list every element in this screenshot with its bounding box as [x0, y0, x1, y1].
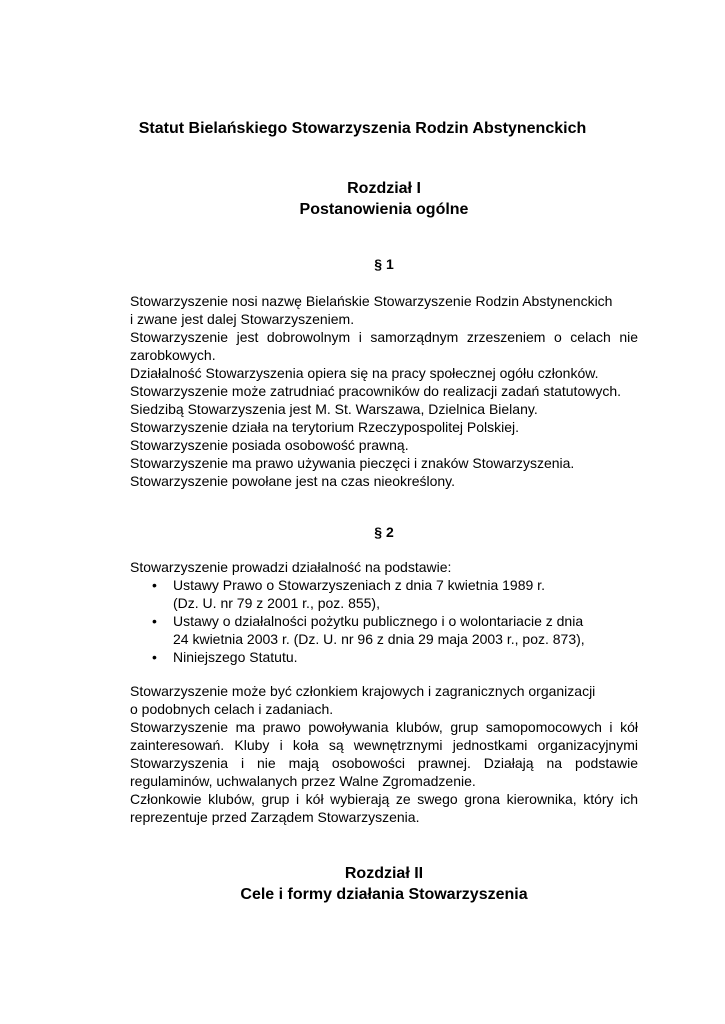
section-2-paragraphs	[130, 682, 638, 826]
chapter-2-heading	[0, 863, 725, 905]
bullet-icon: •	[152, 613, 157, 629]
section-1-line: Działalność Stowarzyszenia opiera się na pracy społecznej ogółu członków.	[130, 365, 599, 381]
list-item	[130, 612, 638, 648]
section-1-mark: § 1	[374, 256, 394, 272]
bullet-icon: •	[152, 649, 157, 665]
list-item-line: Ustawy Prawo o Stowarzyszeniach z dnia 7 kwietnia 1989 r.	[173, 577, 545, 593]
bullet-icon: •	[152, 577, 157, 593]
chapter-1-heading	[0, 178, 725, 220]
list-item-line: 24 kwietnia 2003 r. (Dz. U. nr 96 z dnia 29 maja 2003 r., poz. 873),	[173, 631, 585, 647]
chapter-1-name: Postanowienia ogólne	[299, 201, 469, 218]
chapter-2-name: Cele i formy działania Stowarzyszenia	[240, 886, 528, 903]
list-item-line: (Dz. U. nr 79 z 2001 r., poz. 855),	[173, 595, 380, 611]
list-item-line: Niniejszego Statutu.	[173, 649, 298, 665]
section-1-line: Stowarzyszenie jest dobrowolnym i samorządnym zrzeszeniem o celach nie zarobkowych.	[130, 329, 638, 363]
section-1-line: Stowarzyszenie ma prawo używania pieczęci i znaków Stowarzyszenia.	[130, 455, 575, 471]
section-1-line: i zwane jest dalej Stowarzyszeniem.	[130, 311, 355, 327]
clubs-paragraph: Stowarzyszenie ma prawo powoływania klubów, grup samopomocowych i kół zainteresowań. Kluby i koła są wewnętrznymi jednostkami organizacyjnymi Stowarzyszenia i nie mają osobowości prawnej. Działają na podstawie regulaminów, uchwalanych przez Walne Zgromadzenie.	[130, 719, 638, 789]
section-1-line: Stowarzyszenie działa na terytorium Rzeczypospolitej Polskiej.	[130, 419, 520, 435]
chapter-1-number: Rozdział I	[347, 180, 421, 197]
section-1-line: Siedzibą Stowarzyszenia jest M. St. Warszawa, Dzielnica Bielany.	[130, 401, 538, 417]
club-leaders-paragraph: Członkowie klubów, grup i kół wybierają ze swego grona kierownika, który ich reprezentuje przed Zarządem Stowarzyszenia.	[130, 791, 638, 825]
list-item	[130, 648, 638, 666]
section-1-body	[130, 292, 638, 490]
document-title: Statut Bielańskiego Stowarzyszenia Rodzin Abstynenckich	[138, 120, 587, 137]
section-1-line: Stowarzyszenie nosi nazwę Bielańskie Stowarzyszenie Rodzin Abstynenckich	[130, 293, 613, 309]
list-item-line: Ustawy o działalności pożytku publicznego i o wolontariacie z dnia	[173, 613, 584, 629]
section-2-body	[130, 558, 638, 666]
section-1-line: Stowarzyszenie może zatrudniać pracowników do realizacji zadań statutowych.	[130, 383, 622, 399]
legal-basis-list	[130, 576, 638, 666]
section-2-mark: § 2	[374, 524, 394, 540]
chapter-2-number: Rozdział II	[344, 865, 424, 882]
section-1-line: Stowarzyszenie posiada osobowość prawną.	[130, 437, 409, 453]
membership-line: Stowarzyszenie może być członkiem krajowych i zagranicznych organizacji	[130, 683, 596, 699]
section-1-line: Stowarzyszenie powołane jest na czas nieokreślony.	[130, 473, 456, 489]
section-2-intro: Stowarzyszenie prowadzi działalność na podstawie:	[130, 559, 452, 575]
membership-line: o podobnych celach i zadaniach.	[130, 701, 334, 717]
list-item	[130, 576, 638, 612]
